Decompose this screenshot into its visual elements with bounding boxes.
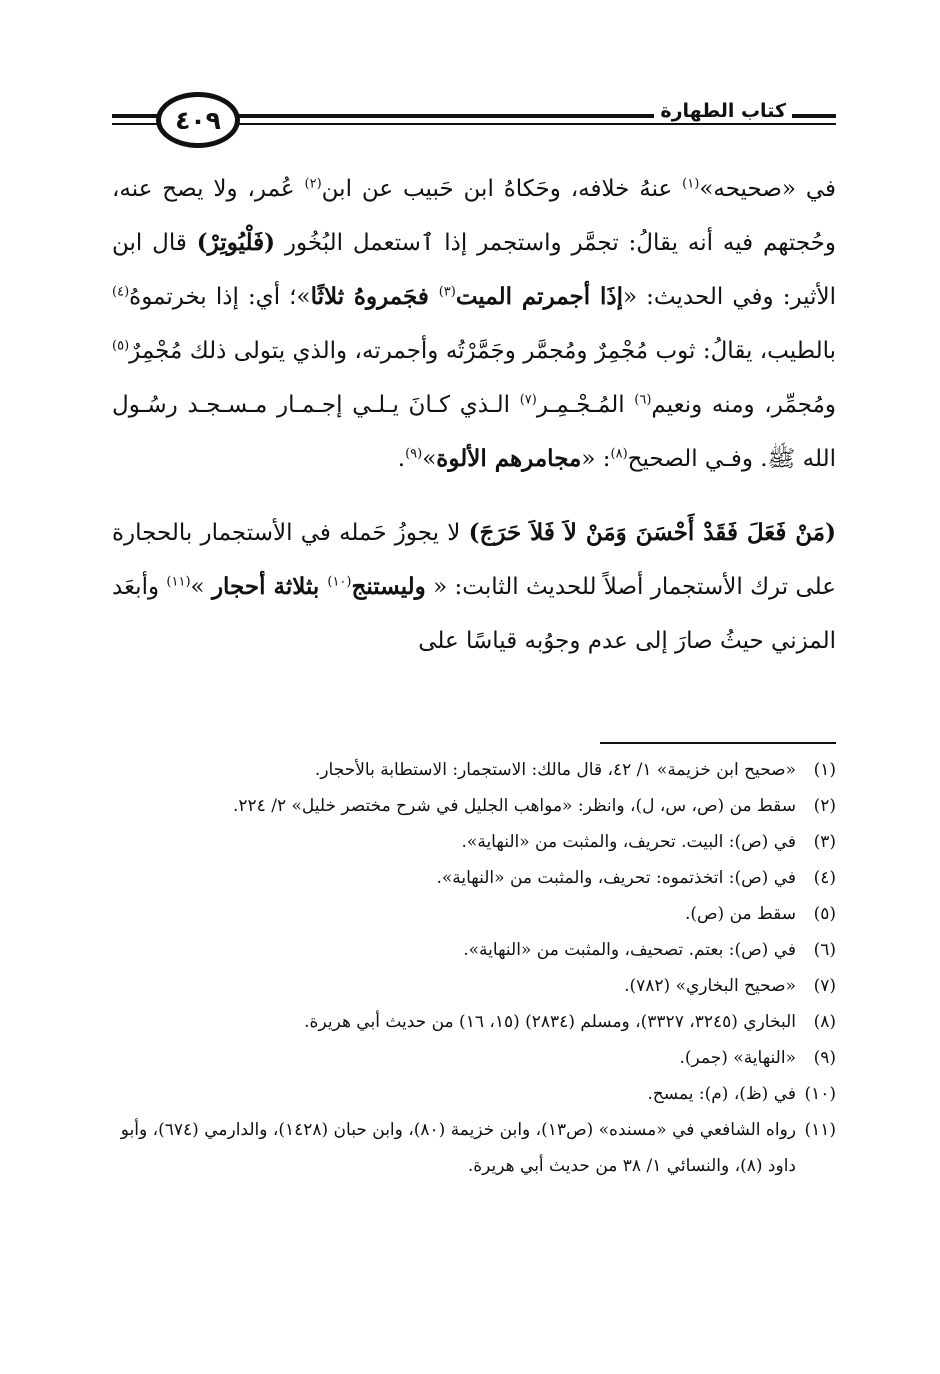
bold-text: (مَنْ فَعَلَ فَقَدْ أَحْسَنَ وَمَنْ لاَ فَلاَ حَرَجَ) [468,519,837,546]
text: عنهُ خلافه، وحَكاهُ ابن حَبيب عن ابن [321,176,683,202]
footnotes [112,752,836,1184]
footnote-text: في (ص): البيت. تحريف، والمثبت من «النهاية». [461,832,796,852]
footnote-ref-11: (١١) [166,574,191,590]
footnote-text: في (ص): اتخذتموه: تحريف، والمثبت من «النهاية». [436,868,796,888]
footnote-text: «صحيح البخاري» (٧٨٢). [624,976,796,996]
footnote-number: (٥) [813,904,836,924]
text: الـذي كـانَ يـلـي إجـمـار مـسـجـد رسُـول الله ﷺ. وفـي الصحيح [112,392,836,472]
footnote-text: رواه الشافعي في «مسنده» (ص١٣)، وابن خزيمة (٨٠)، وابن حبان (١٤٢٨)، والدارمي (٦٧٤)، وأبو داود (٨)، والنسائي ١/ ٣٨ من حديث أبي هريرة. [120,1120,796,1176]
text: : « [581,446,611,472]
footnote-text: في (ص): بعتم. تصحيف، والمثبت من «النهاية». [463,940,796,960]
bold-text: (فَلْيُوتِرْ) [196,229,276,256]
main-text [112,162,836,668]
footnote-4 [112,860,836,896]
footnote-number: (٦) [813,940,836,960]
footnote-ref-8: (٨) [610,446,628,462]
text: لا يجوزُ حَمله في الأستجمار بالحجارة على ترك الأستجمار أصلاً للحديث الثابت: « [112,520,836,600]
bold-text: مجامرهم الألوة [436,445,582,472]
text: » [190,574,212,600]
footnote-number: (٨) [813,1012,836,1032]
text: » [422,446,437,472]
page-number: ٤٠٩ [156,92,240,148]
footnote-number: (١١) [804,1120,836,1140]
footnote-ref-10: (١٠) [327,574,352,590]
paragraph-2 [112,506,836,668]
page-header [112,92,836,154]
footnote-ref-4: (٤) [112,284,130,300]
footnote-7 [112,968,836,1004]
text: ومُجمِّر، ومنه ونعيم [651,392,836,418]
text: وأبعَد المزني حيثُ صارَ إلى عدم وجوُبه قياسًا على [112,574,836,654]
footnote-number: (١٠) [804,1084,836,1104]
footnote-1 [112,752,836,788]
footnote-number: (٤) [813,868,836,888]
footnote-8 [112,1004,836,1040]
footnote-ref-6: (٦) [634,392,652,408]
bold-text: إذَا أجمرتم الميت [455,283,623,310]
footnote-3 [112,824,836,860]
footnote-ref-1: (١) [682,176,700,192]
footnote-text: في (ظ)، (م): يمسح. [647,1084,796,1104]
footnote-text: البخاري (٣٢٤٥، ٣٣٢٧)، ومسلم (٢٨٣٤) (١٥، ١٦) من حديث أبي هريرة. [304,1012,796,1032]
footnote-6 [112,932,836,968]
text: قال ابن الأثير: وفي الحديث: « [112,230,836,310]
text: »؛ أي: إذا بخرتموهُ [129,284,311,310]
footnote-ref-3: (٣) [438,284,456,300]
text: بالطيب، يقالُ: ثوب مُجْمِرٌ ومُجمَّر وجَمَّرْتُه وأجمرته، والذي يتولى ذلك مُجْمِرٌ [129,338,836,364]
footnote-2 [112,788,836,824]
footnote-number: (٢) [813,796,836,816]
footnote-text: سقط من (ص، س، ل)، وانظر: «مواهب الجليل في شرح مختصر خليل» ٢/ ٢٢٤. [232,796,796,816]
footnote-9 [112,1040,836,1076]
footnote-ref-2: (٢) [304,176,322,192]
bold-text: فجَمروهُ ثلاثًا [310,283,439,310]
footnote-separator [600,742,836,744]
footnote-10 [112,1076,836,1112]
text: . [397,446,406,472]
footnote-number: (٧) [813,976,836,996]
text: المُـجْـمِـر [536,392,635,418]
bold-text: وليستنج [351,573,426,600]
footnote-11 [112,1112,836,1184]
running-title: كتاب الطهارة [654,100,792,122]
footnote-text: «صحيح ابن خزيمة» ١/ ٤٢، قال مالك: الاستجمار: الاستطابة بالأحجار. [314,760,796,780]
footnote-ref-7: (٧) [519,392,537,408]
footnote-5 [112,896,836,932]
paragraph-1 [112,162,836,486]
footnote-number: (١) [813,760,836,780]
footnote-text: «النهاية» (جمر). [679,1048,796,1068]
footnote-ref-5: (٥) [112,338,130,354]
footnote-number: (٩) [813,1048,836,1068]
bold-text: بثلاثة أحجار [211,573,328,600]
footnote-ref-9: (٩) [405,446,423,462]
footnote-number: (٣) [813,832,836,852]
text: عُمر، ولا يصح عنه، وحُجتهم فيه أنه يقالُ: تجمَّر واستجمر إذا ٱستعمل البُخُور [112,176,837,256]
text: في «صحيحه» [699,176,837,202]
footnote-text: سقط من (ص). [684,904,796,924]
